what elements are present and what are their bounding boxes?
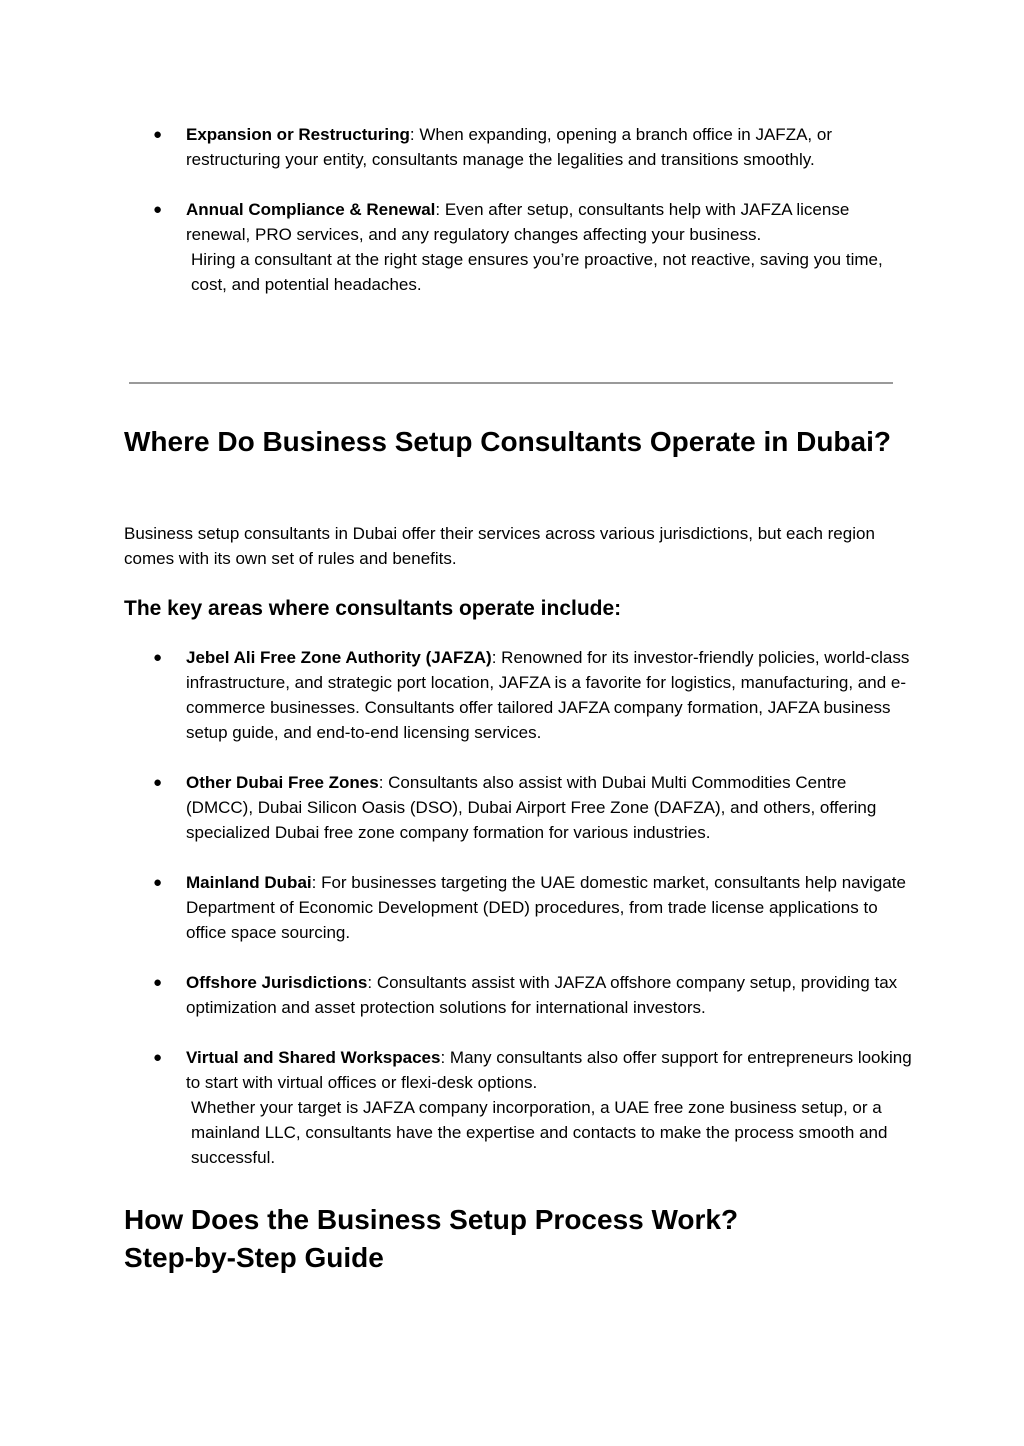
list-item-text: : For businesses targeting the UAE domestic market, consultants help navigate Department of Economic Development (DED) procedures, from trade license applications to office space sourcing.	[186, 873, 906, 942]
bullet-icon: ●	[153, 1049, 163, 1066]
list-item-term: Jebel Ali Free Zone Authority (JAFZA)	[186, 648, 492, 667]
operate-bullet-list	[124, 645, 914, 1170]
list-item	[124, 122, 914, 172]
bullet-icon: ●	[153, 974, 163, 991]
list-item	[124, 645, 914, 745]
list-item	[124, 870, 914, 945]
list-item-text: : Renowned for its investor-friendly policies, world-class infrastructure, and strategic port location, JAFZA is a favorite for logistics, manufacturing, and e-commerce businesses. Consultants offer tailored JAFZA company formation, JAFZA business setup guide, and end-to-end licensing services.	[186, 648, 910, 742]
list-item	[124, 770, 914, 845]
list-item	[124, 970, 914, 1020]
list-item-term: Annual Compliance & Renewal	[186, 200, 436, 219]
list-item-term: Offshore Jurisdictions	[186, 973, 368, 992]
list-item-continuation: Hiring a consultant at the right stage ensures you’re proactive, not reactive, saving you time, cost, and potential headaches.	[191, 250, 883, 294]
section-intro-paragraph: Business setup consultants in Dubai offer their services across various jurisdictions, but each region comes with its own set of rules and benefits.	[124, 524, 875, 568]
list-item-term: Virtual and Shared Workspaces	[186, 1048, 441, 1067]
list-item-term: Mainland Dubai	[186, 873, 312, 892]
list-item-text: : Many consultants also offer support for entrepreneurs looking to start with virtual offices or flexi-desk options.	[186, 1048, 912, 1092]
section-subheading: The key areas where consultants operate include:	[124, 597, 622, 620]
list-item-term: Expansion or Restructuring	[186, 125, 410, 144]
section-heading-process-line2: Step-by-Step Guide	[124, 1242, 384, 1273]
section-heading-operate: Where Do Business Setup Consultants Operate in Dubai?	[124, 426, 891, 457]
horizontal-divider	[129, 382, 893, 384]
bullet-icon: ●	[153, 649, 163, 666]
bullet-icon: ●	[153, 874, 163, 891]
list-item	[124, 1045, 914, 1170]
top-bullet-list	[124, 122, 914, 297]
section-heading-process-line1: How Does the Business Setup Process Work?	[124, 1204, 739, 1235]
bullet-icon: ●	[153, 126, 163, 143]
list-item-continuation: Whether your target is JAFZA company incorporation, a UAE free zone business setup, or a mainland LLC, consultants have the expertise and contacts to make the process smooth and successful.	[191, 1098, 888, 1167]
bullet-icon: ●	[153, 201, 163, 218]
list-item-text: : Even after setup, consultants help with JAFZA license renewal, PRO services, and any regulatory changes affecting your business.	[186, 200, 850, 244]
list-item-text: : When expanding, opening a branch office in JAFZA, or restructuring your entity, consultants manage the legalities and transitions smoothly.	[186, 125, 832, 169]
list-item	[124, 197, 914, 297]
bullet-icon: ●	[153, 774, 163, 791]
section-heading-process	[124, 1201, 904, 1277]
list-item-text: : Consultants also assist with Dubai Multi Commodities Centre (DMCC), Dubai Silicon Oasis (DSO), Dubai Airport Free Zone (DAFZA), and others, offering specialized Dubai free zone company formation for various industries.	[186, 773, 877, 842]
list-item-text: : Consultants assist with JAFZA offshore company setup, providing tax optimization and asset protection solutions for international investors.	[186, 973, 898, 1017]
list-item-term: Other Dubai Free Zones	[186, 773, 379, 792]
